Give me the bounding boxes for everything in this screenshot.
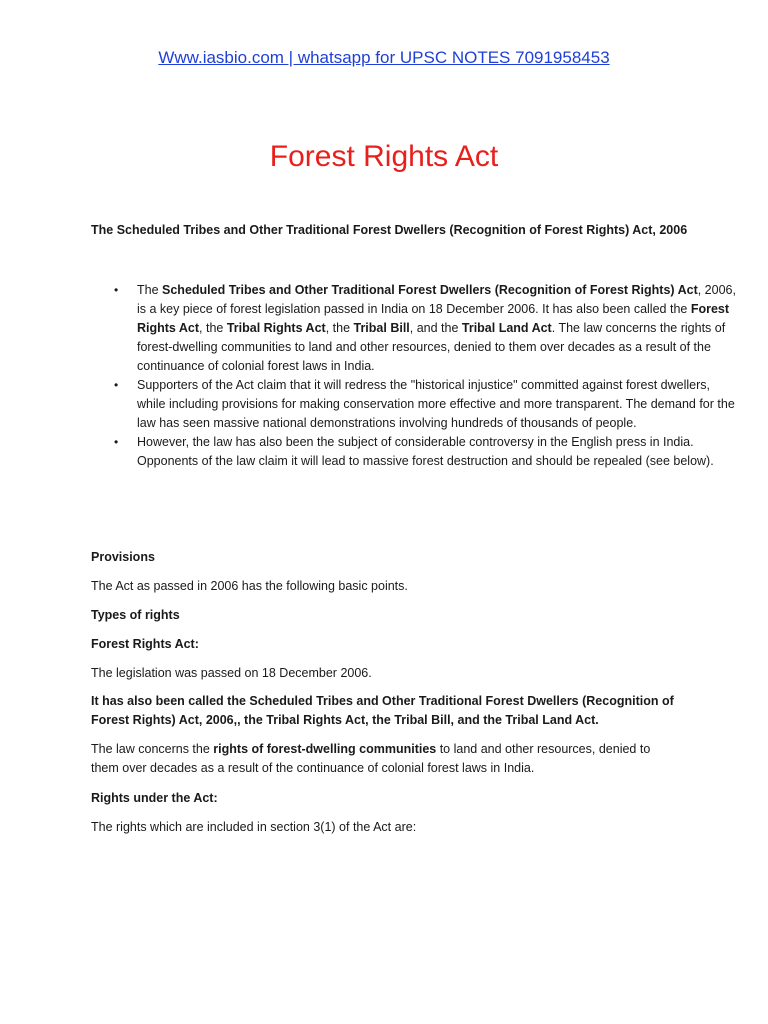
bullet-text: However, the law has also been the subject of considerable controversy in the English press in India. Opponents of the law claim it will lead to massive forest destruction and should be repealed (see below).: [137, 435, 714, 468]
page-title: Forest Rights Act: [269, 140, 499, 173]
list-item: [114, 433, 737, 471]
also-called-text: It has also been called the Scheduled Tribes and Other Traditional Forest Dwellers (Recognition of Forest Rights) Act, 2006,, the Tribal Rights Act, the Tribal Bill, and the Tribal Land Act.: [91, 694, 674, 727]
rights-heading: Rights under the Act:: [91, 791, 218, 805]
fra-text: The legislation was passed on 18 December 2006.: [91, 666, 372, 680]
bullet-text: The Scheduled Tribes and Other Traditional Forest Dwellers (Recognition of Forest Rights) Act, 2006, is a key piece of forest legislation passed in India on 18 December 2006. It has also been called the Forest Rights Act, the Tribal Rights Act, the Tribal Bill, and the Tribal Land Act. The law concerns the rights of forest-dwelling communities to land and other resources, denied to them over decades as a result of the continuance of colonial forest laws in India.: [137, 283, 736, 373]
fra-heading: Forest Rights Act:: [91, 637, 199, 651]
intro-bullet-list: [91, 281, 737, 471]
types-heading: Types of rights: [91, 608, 180, 622]
list-item: [114, 281, 737, 376]
bullet-text: Supporters of the Act claim that it will redress the "historical injustice" committed against forest dwellers, while including provisions for making conservation more effective and more transparent. The demand for the law has seen massive national demonstrations involving hundreds of thousands of people.: [137, 378, 735, 430]
bullet-icon: •: [114, 283, 119, 297]
header-link[interactable]: Www.iasbio.com | whatsapp for UPSC NOTES 7091958453: [158, 48, 610, 67]
rights-text: The rights which are included in section 3(1) of the Act are:: [91, 820, 417, 834]
provisions-text: The Act as passed in 2006 has the following basic points.: [91, 579, 408, 593]
act-subtitle: The Scheduled Tribes and Other Traditional Forest Dwellers (Recognition of Forest Rights) Act, 2006: [91, 223, 688, 237]
bullet-icon: •: [114, 435, 119, 449]
law-concerns-text: The law concerns the rights of forest-dwelling communities to land and other resources, denied to them over decades as a result of the continuance of colonial forest laws in India.: [91, 742, 651, 775]
bullet-icon: •: [114, 378, 119, 392]
provisions-heading: Provisions: [91, 550, 155, 564]
list-item: [114, 376, 737, 433]
